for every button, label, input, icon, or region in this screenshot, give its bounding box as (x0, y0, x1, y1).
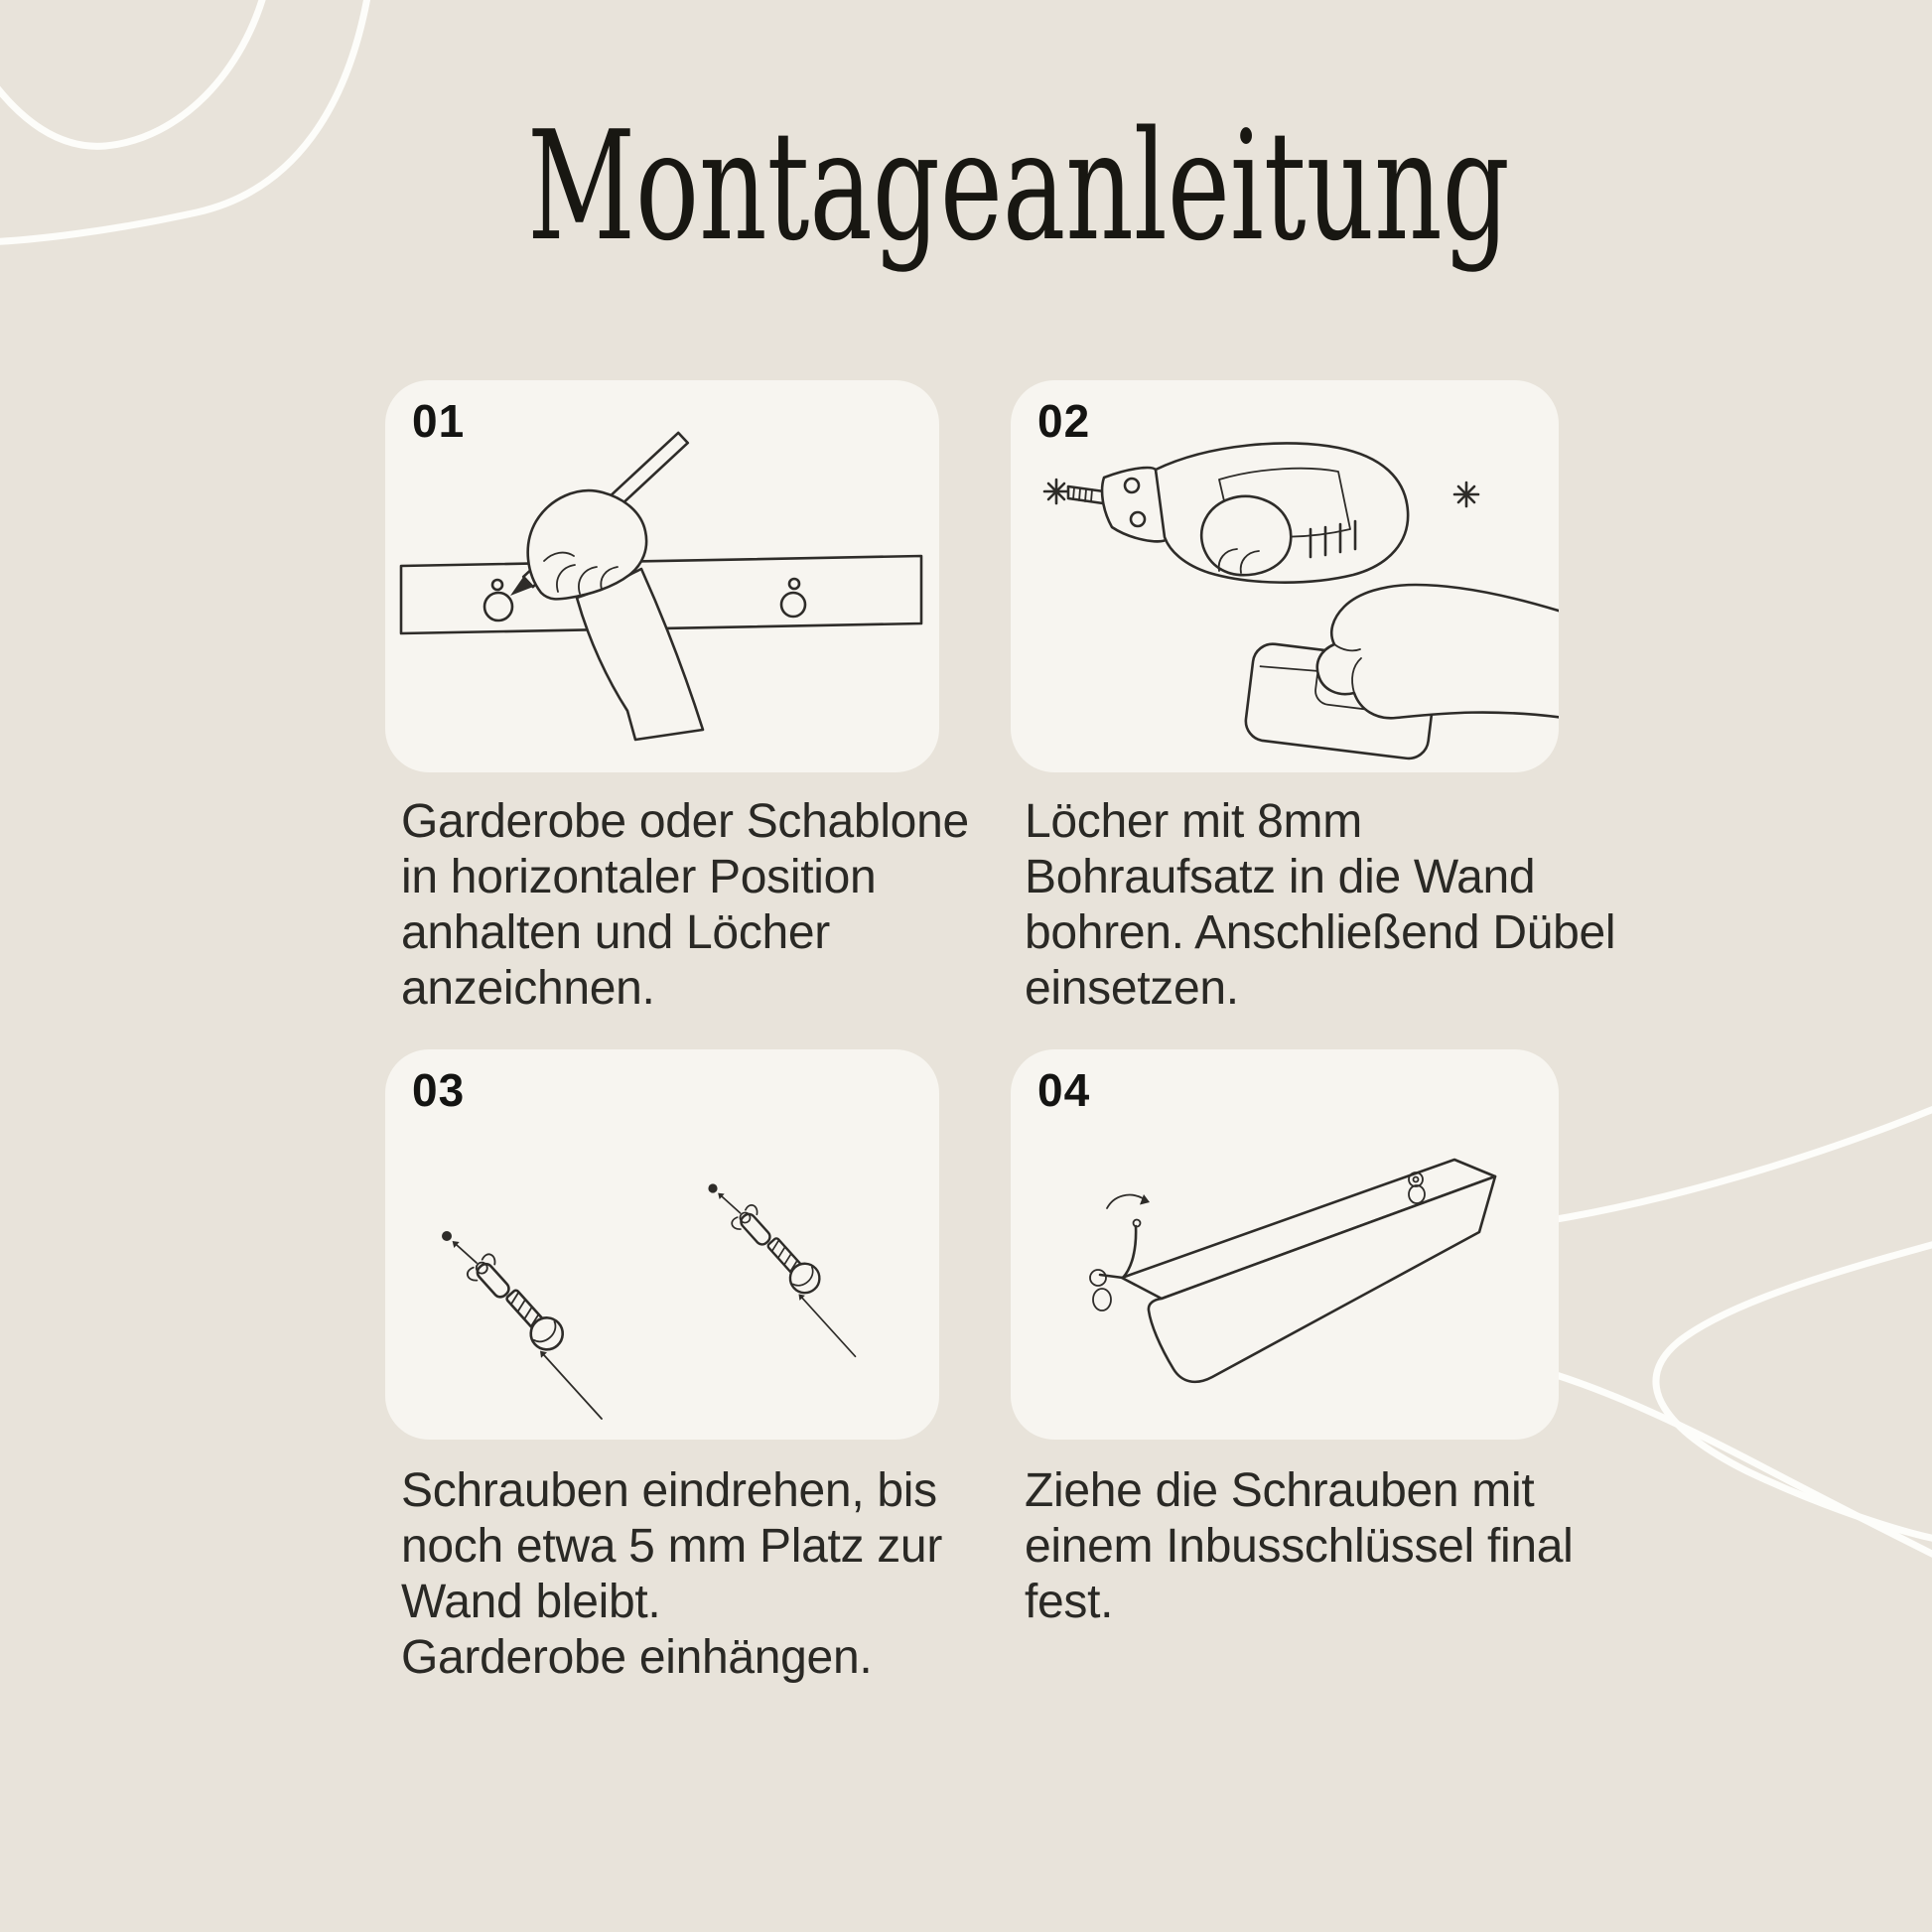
plug-and-screw-left (442, 1231, 602, 1419)
wall-plug-and-screw-illustration (385, 1049, 939, 1440)
sparkle-at-drill-bit (1044, 480, 1068, 503)
caption-line: einsetzen. (1025, 962, 1239, 1015)
gripping-hand (1201, 496, 1291, 575)
curve-bottom-right-inner-ring (1656, 1241, 1932, 1541)
page-title-text: Montageanleitung (527, 98, 1510, 274)
sparkle-top-right (1454, 483, 1478, 506)
drill-bit (1068, 486, 1104, 503)
caption-line: einem Inbusschlüssel final (1025, 1520, 1574, 1573)
caption-line: anhalten und Löcher (401, 906, 830, 959)
step-number: 04 (1037, 1064, 1091, 1116)
wall-rail (1090, 1160, 1495, 1382)
step-number: 02 (1037, 395, 1091, 447)
step-card-02 (1011, 380, 1559, 772)
cordless-drill-illustration (1011, 380, 1559, 772)
caption-line: anzeichnen. (401, 962, 655, 1015)
allen-key (1100, 1220, 1141, 1279)
caption-line: in horizontaler Position (401, 851, 877, 903)
keyhole-mark-right (781, 579, 805, 617)
rotation-arrow (1107, 1194, 1150, 1208)
step-number: 03 (412, 1064, 466, 1116)
step-caption-04 (1025, 1463, 1620, 1630)
plug-and-screw-right (708, 1183, 855, 1356)
caption-line: Schrauben eindrehen, bis (401, 1464, 937, 1517)
caption-line: Garderobe einhängen. (401, 1631, 873, 1684)
step-caption-02 (1025, 794, 1620, 1017)
step-card-01 (385, 380, 939, 772)
caption-line: noch etwa 5 mm Platz zur (401, 1520, 943, 1573)
step-card-04 (1011, 1049, 1559, 1440)
hand-marking-holes-illustration (385, 380, 939, 772)
page-title (105, 98, 1932, 274)
caption-line: bohren. Anschließend Dübel (1025, 906, 1616, 959)
caption-line: Löcher mit 8mm (1025, 795, 1362, 848)
caption-line: Bohraufsatz in die Wand (1025, 851, 1536, 903)
caption-line: Garderobe oder Schablone (401, 795, 969, 848)
keyhole-mark-left (484, 580, 512, 621)
caption-line: fest. (1025, 1576, 1114, 1628)
caption-line: Ziehe die Schrauben mit (1025, 1464, 1535, 1517)
caption-line: Wand bleibt. (401, 1576, 661, 1628)
step-card-03 (385, 1049, 939, 1440)
rail-with-allen-key-illustration (1011, 1049, 1559, 1440)
curve-bottom-right-upper (1494, 1104, 1932, 1228)
step-caption-01 (401, 794, 997, 1017)
step-caption-03 (401, 1463, 997, 1686)
hand-and-forearm (528, 490, 703, 740)
step-number: 01 (412, 395, 466, 447)
